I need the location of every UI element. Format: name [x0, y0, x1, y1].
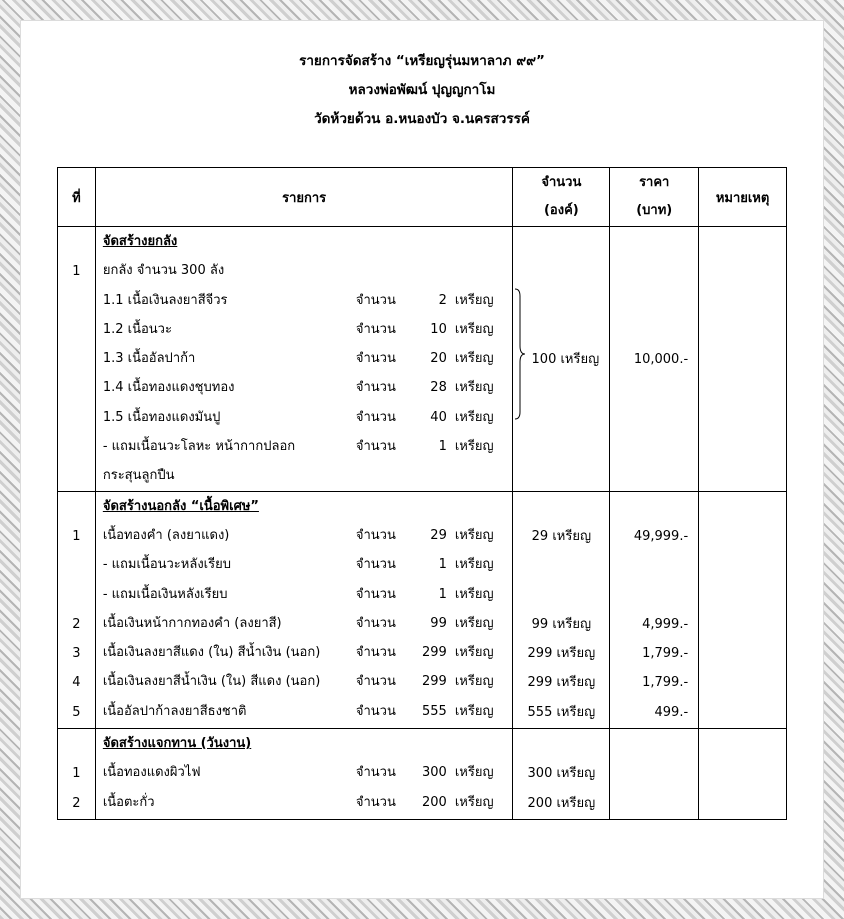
row-no: 1 — [72, 766, 81, 782]
count-label: จำนวน — [355, 439, 396, 455]
count-unit: เหรียญ — [454, 765, 494, 781]
section2-price-cell — [610, 491, 699, 728]
document-title — [0, 50, 844, 137]
count-value: 20 — [430, 351, 447, 367]
item-name: เนื้ออัลปาก้าลงยาสีธงชาติ — [102, 703, 247, 719]
count-label: จำนวน — [355, 380, 396, 396]
list-item — [103, 697, 513, 726]
list-item — [103, 256, 513, 285]
section-title: จัดสร้างแจกทาน (วันงาน) — [102, 736, 252, 752]
count-unit: เหรียญ — [454, 527, 494, 543]
count-value: 29 — [430, 527, 447, 543]
row-no: 3 — [72, 646, 81, 662]
section2-item-cell — [95, 491, 513, 728]
count-label: จำนวน — [355, 765, 396, 781]
list-item — [103, 758, 513, 787]
list-item — [103, 403, 513, 432]
count-label: จำนวน — [355, 321, 396, 337]
list-item — [103, 550, 513, 579]
header-qty — [513, 168, 610, 227]
count-unit: เหรียญ — [454, 645, 494, 661]
count-unit: เหรียญ — [454, 794, 494, 810]
item-name: - แถมเนื้อเงินหลังเรียบ — [102, 586, 228, 602]
count-unit: เหรียญ — [454, 703, 494, 719]
count-value: 555 — [422, 703, 447, 719]
section-lot — [58, 227, 787, 492]
row-no: 2 — [72, 616, 81, 632]
row-price: 49,999.- — [633, 528, 689, 544]
count-label: จำนวน — [355, 645, 396, 661]
row-price — [611, 789, 697, 818]
list-item — [103, 315, 513, 344]
section-giveaway — [58, 729, 787, 820]
section1-item-cell — [95, 227, 513, 492]
table-header-row — [58, 168, 787, 227]
item-name: - แถมเนื้อนวะโลหะ หน้ากากปลอก — [102, 439, 296, 455]
count-value: 299 — [422, 645, 447, 661]
list-item — [103, 344, 513, 373]
count-value: 2 — [438, 292, 447, 308]
count-unit: เหรียญ — [454, 557, 494, 573]
count-unit: เหรียญ — [454, 439, 494, 455]
count-unit: เหรียญ — [454, 351, 494, 367]
header-qty-line1: จำนวน — [541, 175, 582, 190]
row-no: 2 — [72, 795, 81, 811]
item-name: - แถมเนื้อนวะหลังเรียบ — [102, 557, 231, 573]
section3-price-cell — [610, 729, 699, 820]
count-value: 1 — [438, 557, 447, 573]
header-note: หมายเหตุ — [699, 168, 787, 227]
section1-no-cell — [58, 227, 96, 492]
header-price — [610, 168, 699, 227]
count-value: 300 — [422, 765, 447, 781]
row-qty: 200 เหรียญ — [527, 795, 596, 811]
section-special — [58, 491, 787, 728]
section2-note-cell — [699, 491, 787, 728]
item-name: เนื้อเงินหน้ากากทองคำ (ลงยาสี) — [102, 615, 282, 631]
row-no: 1 — [72, 528, 81, 544]
count-unit: เหรียญ — [454, 321, 494, 337]
count-unit: เหรียญ — [454, 409, 494, 425]
row-price — [611, 759, 697, 788]
count-label: จำนวน — [355, 557, 396, 573]
section-title: จัดสร้างยกลัง — [102, 234, 178, 249]
list-item — [103, 609, 513, 638]
list-item — [103, 638, 513, 667]
list-item — [103, 580, 513, 609]
count-unit: เหรียญ — [454, 380, 494, 396]
count-value: 10 — [430, 321, 447, 337]
header-no: ที่ — [58, 168, 96, 227]
header-qty-line2: (องค์) — [543, 203, 579, 218]
section3-note-cell — [699, 729, 787, 820]
coin-list-table — [57, 167, 787, 820]
item-name: 1.1 เนื้อเงินลงยาสีจีวร — [102, 292, 228, 308]
header-price-line2: (บาท) — [636, 203, 673, 218]
list-item — [103, 788, 513, 817]
header-price-line1: ราคา — [639, 175, 670, 190]
section1-note-cell — [699, 227, 787, 492]
section1-qty-cell — [513, 227, 610, 492]
section2-qty-cell — [513, 491, 610, 728]
item-name: เนื้อทองแดงผิวไฟ — [102, 765, 201, 781]
row-price: 4,999.- — [642, 616, 689, 632]
section3-qty-cell — [513, 729, 610, 820]
item-name: เนื้อทองคำ (ลงยาแดง) — [102, 527, 230, 543]
section3-no-cell — [58, 729, 96, 820]
row-no — [59, 581, 94, 610]
section-title: จัดสร้างนอกลัง “เนื้อพิเศษ” — [102, 498, 259, 514]
list-item — [103, 667, 513, 696]
section2-no-cell — [58, 491, 96, 728]
header-item: รายการ — [95, 168, 513, 227]
row-qty: 300 เหรียญ — [527, 766, 596, 782]
count-label: จำนวน — [355, 794, 396, 810]
count-label: จำนวน — [355, 351, 396, 367]
list-item — [103, 461, 513, 490]
count-value: 200 — [422, 794, 447, 810]
row-qty: 299 เหรียญ — [527, 675, 596, 691]
row-qty: 555 เหรียญ — [527, 704, 596, 720]
row-qty — [514, 551, 608, 580]
group-qty: 100 เหรียญ — [531, 352, 600, 368]
count-value: 1 — [438, 439, 447, 455]
count-value: 299 — [422, 674, 447, 690]
row-no: 4 — [72, 675, 81, 691]
row-qty: 299 เหรียญ — [527, 646, 596, 662]
count-unit: เหรียญ — [454, 615, 494, 631]
section3-item-cell — [95, 729, 513, 820]
count-value: 40 — [430, 409, 447, 425]
list-item — [103, 373, 513, 402]
row-no: 1 — [72, 264, 81, 280]
count-label: จำนวน — [355, 409, 396, 425]
item-name: กระสุนลูกปืน — [102, 468, 175, 484]
row-price: 1,799.- — [642, 646, 689, 662]
item-name: 1.3 เนื้ออัลปาก้า — [102, 351, 196, 367]
count-value: 1 — [438, 586, 447, 602]
count-label: จำนวน — [355, 703, 396, 719]
count-value: 28 — [430, 380, 447, 396]
row-price: 1,799.- — [642, 675, 689, 691]
row-price: 499.- — [654, 704, 689, 720]
count-unit: เหรียญ — [454, 674, 494, 690]
list-item — [103, 286, 513, 315]
row-price — [611, 581, 697, 610]
title-line-1: รายการจัดสร้าง “เหรียญรุ่นมหาลาภ ๙๙” — [299, 53, 545, 69]
row-price — [611, 551, 697, 580]
item-name: 1.5 เนื้อทองแดงมันปู — [102, 409, 221, 425]
count-value: 99 — [430, 615, 447, 631]
item-name: เนื้อเงินลงยาสีน้ำเงิน (ใน) สีแดง (นอก) — [102, 674, 321, 690]
list-item — [103, 432, 513, 461]
list-item — [103, 521, 513, 550]
row-no: 5 — [72, 704, 81, 720]
row-qty: 29 เหรียญ — [531, 528, 592, 544]
group-price: 10,000.- — [633, 352, 689, 368]
count-unit: เหรียญ — [454, 292, 494, 308]
count-label: จำนวน — [355, 615, 396, 631]
title-line-2: หลวงพ่อพัฒน์ ปุญญกาโม — [348, 82, 496, 98]
item-name: 1.4 เนื้อทองแดงชุบทอง — [102, 380, 235, 396]
count-label: จำนวน — [355, 527, 396, 543]
count-unit: เหรียญ — [454, 586, 494, 602]
title-line-3: วัดห้วยด้วน อ.หนองบัว จ.นครสวรรค์ — [314, 111, 530, 127]
item-name: 1.2 เนื้อนวะ — [102, 321, 172, 337]
row-no — [59, 551, 94, 580]
row-qty — [514, 581, 608, 610]
count-label: จำนวน — [355, 674, 396, 690]
row-qty: 99 เหรียญ — [531, 616, 592, 632]
count-label: จำนวน — [355, 586, 396, 602]
item-name: เนื้อตะกั่ว — [102, 794, 155, 810]
item-name: เนื้อเงินลงยาสีแดง (ใน) สีน้ำเงิน (นอก) — [102, 645, 321, 661]
section1-price-cell — [610, 227, 699, 492]
count-label: จำนวน — [355, 292, 396, 308]
item-name: ยกลัง จำนวน 300 ลัง — [102, 263, 225, 279]
